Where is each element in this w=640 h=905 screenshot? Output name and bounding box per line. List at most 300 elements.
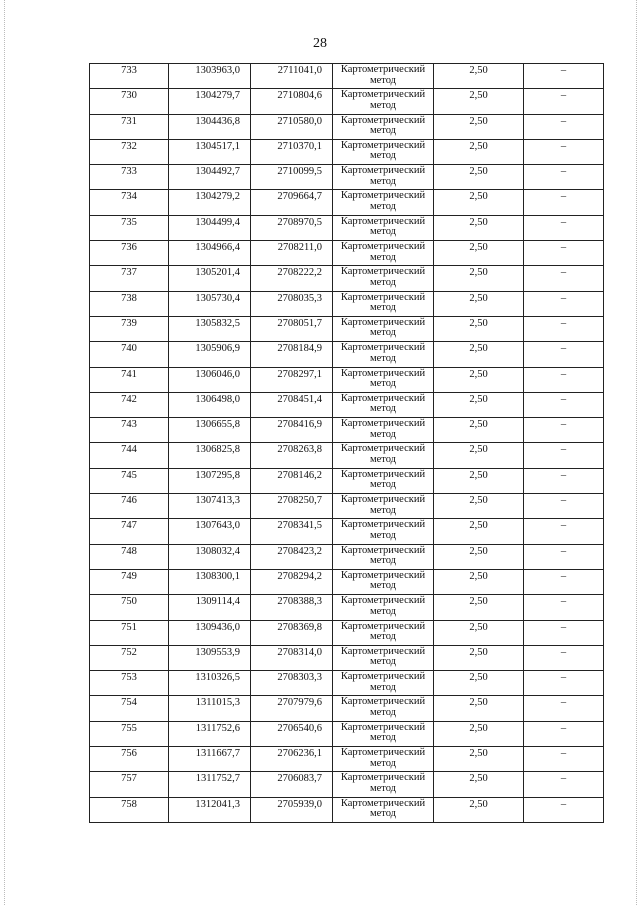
y-coordinate-cell: [251, 595, 333, 620]
method-cell: [333, 215, 434, 240]
y-coordinate-cell: [251, 696, 333, 721]
x-coordinate-cell: [169, 190, 251, 215]
y-coordinate-cell: [251, 747, 333, 772]
y-coordinate-cell: [251, 645, 333, 670]
point-number-cell: [90, 64, 169, 89]
y-coordinate-cell-value: 2708211,0: [277, 242, 322, 254]
method-cell-value: Картометрический метод: [340, 519, 426, 541]
x-coordinate-cell: [169, 114, 251, 139]
precision-cell: [434, 139, 524, 164]
x-coordinate-cell: [169, 595, 251, 620]
x-coordinate-cell: [169, 64, 251, 89]
y-coordinate-cell: [251, 64, 333, 89]
precision-cell: [434, 671, 524, 696]
y-coordinate-cell: [251, 165, 333, 190]
x-coordinate-cell-value: 1305832,5: [195, 317, 240, 329]
note-cell: [524, 114, 604, 139]
method-cell: [333, 367, 434, 392]
precision-cell-value: 2,50: [469, 469, 488, 481]
method-cell: [333, 620, 434, 645]
note-cell-value: –: [560, 216, 567, 228]
point-number-cell-value: 758: [121, 798, 137, 810]
point-number-cell: [90, 595, 169, 620]
precision-cell-value: 2,50: [469, 672, 488, 684]
precision-cell-value: 2,50: [469, 646, 488, 658]
point-number-cell-value: 752: [121, 646, 137, 658]
y-coordinate-cell-value: 2708416,9: [277, 419, 322, 431]
precision-cell-value: 2,50: [469, 343, 488, 355]
note-cell-value: –: [560, 368, 567, 380]
precision-cell-value: 2,50: [469, 798, 488, 810]
x-coordinate-cell: [169, 316, 251, 341]
precision-cell-value: 2,50: [469, 267, 488, 279]
note-cell: [524, 544, 604, 569]
y-coordinate-cell: [251, 519, 333, 544]
x-coordinate-cell-value: 1305906,9: [195, 343, 240, 355]
point-number-cell: [90, 241, 169, 266]
point-number-cell: [90, 494, 169, 519]
method-cell-value: Картометрический метод: [340, 645, 426, 668]
table-row: [90, 241, 604, 266]
point-number-cell-value: 736: [121, 242, 137, 254]
method-cell-value: Картометрический метод: [340, 165, 426, 187]
y-coordinate-cell-value: 2708051,7: [277, 317, 322, 329]
x-coordinate-cell-value: 1309436,0: [195, 621, 240, 633]
note-cell: [524, 772, 604, 797]
point-number-cell-value: 755: [121, 722, 137, 734]
note-cell-value: –: [560, 697, 567, 709]
y-coordinate-cell-value: 2708341,5: [277, 520, 322, 532]
table-row: [90, 316, 604, 341]
table-row: [90, 342, 604, 367]
table-row: [90, 494, 604, 519]
precision-cell: [434, 797, 524, 822]
precision-cell-value: 2,50: [469, 419, 488, 431]
note-cell-value: –: [560, 646, 567, 658]
precision-cell: [434, 544, 524, 569]
note-cell-value: –: [560, 798, 567, 810]
precision-cell: [434, 89, 524, 114]
precision-cell-value: 2,50: [469, 140, 488, 152]
y-coordinate-cell-value: 2706236,1: [277, 748, 322, 760]
y-coordinate-cell-value: 2710099,5: [277, 166, 322, 178]
method-cell: [333, 772, 434, 797]
point-number-cell: [90, 215, 169, 240]
y-coordinate-cell-value: 2708035,3: [277, 292, 322, 304]
precision-cell: [434, 266, 524, 291]
x-coordinate-cell-value: 1311667,7: [195, 748, 240, 760]
y-coordinate-cell: [251, 266, 333, 291]
coordinates-table-body: [90, 64, 604, 823]
precision-cell-value: 2,50: [469, 166, 488, 178]
left-margin-line: [4, 0, 5, 905]
note-cell: [524, 569, 604, 594]
method-cell-value: Картометрический метод: [340, 190, 426, 212]
method-cell-value: Картометрический метод: [340, 443, 426, 465]
note-cell: [524, 89, 604, 114]
y-coordinate-cell: [251, 316, 333, 341]
point-number-cell: [90, 620, 169, 645]
note-cell-value: –: [560, 596, 567, 608]
point-number-cell: [90, 696, 169, 721]
note-cell-value: –: [560, 317, 567, 329]
precision-cell: [434, 316, 524, 341]
x-coordinate-cell: [169, 89, 251, 114]
x-coordinate-cell-value: 1304517,1: [195, 140, 240, 152]
table-row: [90, 418, 604, 443]
precision-cell: [434, 241, 524, 266]
table-row: [90, 797, 604, 822]
method-cell: [333, 114, 434, 139]
point-number-cell: [90, 721, 169, 746]
method-cell: [333, 241, 434, 266]
precision-cell-value: 2,50: [469, 722, 488, 734]
precision-cell: [434, 443, 524, 468]
note-cell-value: –: [560, 722, 567, 734]
precision-cell: [434, 190, 524, 215]
point-number-cell-value: 749: [121, 570, 137, 582]
precision-cell: [434, 494, 524, 519]
table-row: [90, 569, 604, 594]
precision-cell-value: 2,50: [469, 545, 488, 557]
precision-cell: [434, 165, 524, 190]
note-cell: [524, 494, 604, 519]
x-coordinate-cell-value: 1304499,4: [195, 216, 240, 228]
point-number-cell: [90, 519, 169, 544]
y-coordinate-cell: [251, 721, 333, 746]
precision-cell-value: 2,50: [469, 444, 488, 456]
point-number-cell: [90, 89, 169, 114]
y-coordinate-cell-value: 2708303,3: [277, 672, 322, 684]
y-coordinate-cell-value: 2708970,5: [277, 216, 322, 228]
precision-cell-value: 2,50: [469, 393, 488, 405]
y-coordinate-cell-value: 2705939,0: [277, 798, 322, 810]
table-row: [90, 64, 604, 89]
x-coordinate-cell: [169, 721, 251, 746]
x-coordinate-cell-value: 1310326,5: [195, 672, 240, 684]
y-coordinate-cell-value: 2708263,8: [277, 444, 322, 456]
y-coordinate-cell-value: 2708222,2: [277, 267, 322, 279]
note-cell-value: –: [560, 621, 567, 633]
x-coordinate-cell-value: 1306498,0: [195, 393, 240, 405]
note-cell-value: –: [560, 115, 567, 127]
note-cell-value: –: [560, 65, 567, 76]
method-cell-value: Картометрический метод: [340, 418, 426, 440]
note-cell-value: –: [560, 292, 567, 304]
point-number-cell: [90, 569, 169, 594]
y-coordinate-cell-value: 2709664,7: [277, 191, 322, 203]
note-cell-value: –: [560, 444, 567, 456]
x-coordinate-cell: [169, 342, 251, 367]
x-coordinate-cell: [169, 291, 251, 316]
y-coordinate-cell-value: 2708369,8: [277, 621, 322, 633]
precision-cell-value: 2,50: [469, 65, 488, 76]
precision-cell: [434, 114, 524, 139]
x-coordinate-cell-value: 1309553,9: [195, 646, 240, 658]
precision-cell-value: 2,50: [469, 242, 488, 254]
y-coordinate-cell-value: 2711041,0: [277, 65, 322, 76]
table-row: [90, 266, 604, 291]
y-coordinate-cell: [251, 797, 333, 822]
precision-cell: [434, 595, 524, 620]
note-cell-value: –: [560, 570, 567, 582]
point-number-cell-value: 748: [121, 545, 137, 557]
y-coordinate-cell-value: 2708184,9: [277, 343, 322, 355]
note-cell: [524, 747, 604, 772]
table-row: [90, 165, 604, 190]
point-number-cell-value: 756: [121, 748, 137, 760]
note-cell-value: –: [560, 166, 567, 178]
method-cell: [333, 797, 434, 822]
method-cell-value: Картометрический метод: [340, 316, 426, 339]
x-coordinate-cell: [169, 443, 251, 468]
x-coordinate-cell: [169, 797, 251, 822]
y-coordinate-cell: [251, 139, 333, 164]
y-coordinate-cell-value: 2710370,1: [277, 140, 322, 152]
method-cell: [333, 595, 434, 620]
note-cell: [524, 595, 604, 620]
precision-cell-value: 2,50: [469, 368, 488, 380]
y-coordinate-cell: [251, 114, 333, 139]
point-number-cell: [90, 797, 169, 822]
y-coordinate-cell-value: 2708297,1: [277, 368, 322, 380]
precision-cell-value: 2,50: [469, 520, 488, 532]
method-cell-value: Картометрический метод: [340, 797, 426, 820]
point-number-cell-value: 753: [121, 672, 137, 684]
note-cell-value: –: [560, 672, 567, 684]
point-number-cell: [90, 367, 169, 392]
y-coordinate-cell: [251, 89, 333, 114]
table-row: [90, 392, 604, 417]
table-row: [90, 620, 604, 645]
note-cell-value: –: [560, 545, 567, 557]
note-cell-value: –: [560, 393, 567, 405]
point-number-cell-value: 745: [121, 469, 137, 481]
note-cell: [524, 241, 604, 266]
y-coordinate-cell-value: 2708451,4: [277, 393, 322, 405]
precision-cell: [434, 392, 524, 417]
table-row: [90, 367, 604, 392]
note-cell: [524, 418, 604, 443]
x-coordinate-cell: [169, 165, 251, 190]
point-number-cell-value: 741: [121, 368, 137, 380]
point-number-cell: [90, 190, 169, 215]
method-cell-value: Картометрический метод: [340, 392, 426, 415]
method-cell: [333, 747, 434, 772]
method-cell-value: Картометрический метод: [340, 215, 426, 238]
x-coordinate-cell: [169, 569, 251, 594]
note-cell: [524, 392, 604, 417]
x-coordinate-cell-value: 1312041,3: [195, 798, 240, 810]
method-cell: [333, 342, 434, 367]
point-number-cell: [90, 747, 169, 772]
point-number-cell: [90, 291, 169, 316]
x-coordinate-cell: [169, 645, 251, 670]
note-cell: [524, 519, 604, 544]
note-cell: [524, 316, 604, 341]
x-coordinate-cell-value: 1304436,8: [195, 115, 240, 127]
precision-cell: [434, 64, 524, 89]
note-cell-value: –: [560, 469, 567, 481]
y-coordinate-cell: [251, 342, 333, 367]
point-number-cell: [90, 671, 169, 696]
table-row: [90, 89, 604, 114]
right-margin-line: [636, 0, 637, 905]
y-coordinate-cell: [251, 418, 333, 443]
table-row: [90, 443, 604, 468]
precision-cell-value: 2,50: [469, 115, 488, 127]
precision-cell-value: 2,50: [469, 697, 488, 709]
method-cell: [333, 544, 434, 569]
method-cell: [333, 569, 434, 594]
method-cell: [333, 165, 434, 190]
y-coordinate-cell: [251, 190, 333, 215]
precision-cell: [434, 291, 524, 316]
point-number-cell-value: 731: [121, 115, 137, 127]
note-cell: [524, 165, 604, 190]
x-coordinate-cell: [169, 747, 251, 772]
precision-cell-value: 2,50: [469, 216, 488, 228]
x-coordinate-cell-value: 1303963,0: [195, 65, 240, 76]
note-cell: [524, 721, 604, 746]
method-cell-value: Картометрический метод: [340, 494, 426, 516]
note-cell: [524, 342, 604, 367]
y-coordinate-cell: [251, 544, 333, 569]
point-number-cell-value: 734: [121, 191, 137, 203]
y-coordinate-cell: [251, 620, 333, 645]
x-coordinate-cell-value: 1305730,4: [195, 292, 240, 304]
x-coordinate-cell: [169, 671, 251, 696]
x-coordinate-cell-value: 1311015,3: [195, 697, 240, 709]
note-cell: [524, 215, 604, 240]
point-number-cell-value: 732: [121, 140, 137, 152]
table-row: [90, 519, 604, 544]
note-cell-value: –: [560, 267, 567, 279]
note-cell-value: –: [560, 773, 567, 785]
y-coordinate-cell-value: 2710580,0: [277, 115, 322, 127]
point-number-cell: [90, 772, 169, 797]
y-coordinate-cell: [251, 671, 333, 696]
precision-cell: [434, 747, 524, 772]
x-coordinate-cell-value: 1304279,2: [195, 191, 240, 203]
point-number-cell: [90, 645, 169, 670]
method-cell-value: Картометрический метод: [340, 89, 426, 111]
x-coordinate-cell-value: 1309114,4: [195, 596, 240, 608]
point-number-cell: [90, 316, 169, 341]
table-row: [90, 721, 604, 746]
method-cell-value: Картометрический метод: [340, 772, 426, 794]
method-cell: [333, 139, 434, 164]
method-cell-value: Картометрический метод: [340, 721, 426, 744]
table-row: [90, 114, 604, 139]
method-cell-value: Картометрический метод: [340, 671, 426, 693]
method-cell: [333, 266, 434, 291]
x-coordinate-cell-value: 1308300,1: [195, 570, 240, 582]
point-number-cell: [90, 266, 169, 291]
method-cell-value: Картометрический метод: [340, 696, 426, 718]
note-cell: [524, 696, 604, 721]
y-coordinate-cell: [251, 494, 333, 519]
method-cell-value: Картометрический метод: [340, 468, 426, 491]
x-coordinate-cell: [169, 241, 251, 266]
method-cell: [333, 443, 434, 468]
x-coordinate-cell-value: 1308032,4: [195, 545, 240, 557]
point-number-cell-value: 747: [121, 520, 137, 532]
point-number-cell-value: 743: [121, 419, 137, 431]
precision-cell-value: 2,50: [469, 621, 488, 633]
coordinates-table: [89, 63, 604, 823]
y-coordinate-cell: [251, 569, 333, 594]
note-cell: [524, 797, 604, 822]
x-coordinate-cell-value: 1307295,8: [195, 469, 240, 481]
point-number-cell-value: 738: [121, 292, 137, 304]
method-cell-value: Картометрический метод: [340, 266, 426, 288]
note-cell: [524, 620, 604, 645]
note-cell-value: –: [560, 343, 567, 355]
point-number-cell-value: 754: [121, 697, 137, 709]
precision-cell-value: 2,50: [469, 596, 488, 608]
precision-cell-value: 2,50: [469, 90, 488, 102]
point-number-cell: [90, 165, 169, 190]
y-coordinate-cell: [251, 291, 333, 316]
y-coordinate-cell: [251, 392, 333, 417]
x-coordinate-cell: [169, 215, 251, 240]
table-row: [90, 468, 604, 493]
note-cell: [524, 367, 604, 392]
x-coordinate-cell-value: 1311752,6: [195, 722, 240, 734]
point-number-cell: [90, 139, 169, 164]
method-cell: [333, 316, 434, 341]
y-coordinate-cell: [251, 241, 333, 266]
point-number-cell-value: 739: [121, 317, 137, 329]
y-coordinate-cell-value: 2708146,2: [277, 469, 322, 481]
method-cell: [333, 721, 434, 746]
table-row: [90, 139, 604, 164]
note-cell: [524, 64, 604, 89]
method-cell: [333, 519, 434, 544]
method-cell-value: Картометрический метод: [340, 544, 426, 567]
point-number-cell: [90, 443, 169, 468]
method-cell: [333, 696, 434, 721]
method-cell-value: Картометрический метод: [340, 342, 426, 364]
x-coordinate-cell: [169, 696, 251, 721]
method-cell: [333, 291, 434, 316]
method-cell: [333, 392, 434, 417]
note-cell-value: –: [560, 748, 567, 760]
table-row: [90, 595, 604, 620]
y-coordinate-cell: [251, 443, 333, 468]
method-cell-value: Картометрический метод: [340, 64, 426, 86]
x-coordinate-cell: [169, 519, 251, 544]
note-cell: [524, 443, 604, 468]
point-number-cell-value: 744: [121, 444, 137, 456]
y-coordinate-cell-value: 2706540,6: [277, 722, 322, 734]
precision-cell: [434, 696, 524, 721]
x-coordinate-cell-value: 1304279,7: [195, 90, 240, 102]
method-cell-value: Картометрический метод: [340, 569, 426, 592]
x-coordinate-cell: [169, 139, 251, 164]
point-number-cell: [90, 418, 169, 443]
point-number-cell: [90, 468, 169, 493]
table-row: [90, 190, 604, 215]
table-row: [90, 215, 604, 240]
method-cell-value: Картометрический метод: [340, 747, 426, 769]
y-coordinate-cell-value: 2708250,7: [277, 495, 322, 507]
page-number: 28: [313, 36, 327, 51]
method-cell: [333, 89, 434, 114]
y-coordinate-cell-value: 2708388,3: [277, 596, 322, 608]
precision-cell: [434, 468, 524, 493]
